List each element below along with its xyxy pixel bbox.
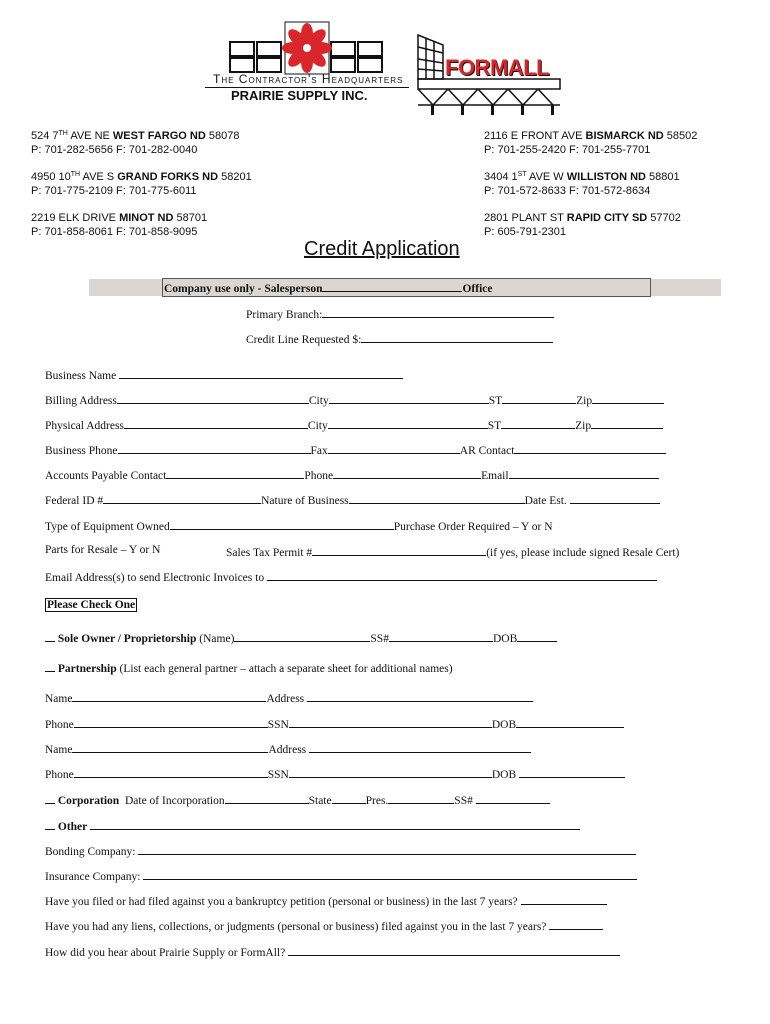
corp-ss-field[interactable]: [476, 792, 550, 804]
company-name: PRAIRIE SUPPLY INC.: [231, 88, 368, 103]
location-minot: 2219 ELK DRIVE MINOT ND 58701 P: 701-858-8061 F: 701-858-9095: [31, 212, 208, 238]
partner1-name-field[interactable]: [72, 690, 266, 702]
partner1-ssn-field[interactable]: [289, 716, 492, 728]
business-name-row: Business Name: [45, 367, 403, 382]
sales-tax-field[interactable]: [312, 544, 486, 556]
salesperson-field[interactable]: [322, 280, 462, 292]
physical-city-field[interactable]: [328, 417, 488, 429]
partner2-name-row: Name Address: [45, 741, 531, 756]
bonding-field[interactable]: [138, 843, 636, 855]
formall-wordmark: FORMALL: [445, 55, 550, 80]
primary-branch-row: Primary Branch:: [246, 306, 554, 321]
business-phone-field[interactable]: [118, 442, 311, 454]
equipment-field[interactable]: [170, 518, 394, 530]
physical-zip-field[interactable]: [591, 417, 663, 429]
liens-field[interactable]: [549, 918, 603, 930]
email-invoices-row: Email Address(s) to send Electronic Invoices to: [45, 569, 657, 584]
location-west-fargo: 524 7TH AVE NE WEST FARGO ND 58078 P: 701-282-5656 F: 701-282-0040: [31, 130, 240, 156]
parts-resale-label: Parts for Resale – Y or N: [45, 544, 161, 556]
billing-address-row: Billing Address City ST Zip: [45, 392, 664, 407]
partner1-address-field[interactable]: [307, 690, 533, 702]
ap-email-field[interactable]: [509, 467, 659, 479]
corporation-row: Corporation Date of Incorporation State Pres. SS#: [45, 792, 550, 807]
partner2-phone-field[interactable]: [74, 766, 268, 778]
ap-contact-field[interactable]: [166, 467, 304, 479]
credit-line-row: Credit Line Requested $:: [246, 331, 553, 346]
partner1-dob-field[interactable]: [516, 716, 624, 728]
billing-address-field[interactable]: [117, 392, 309, 404]
corporation-checkbox[interactable]: [45, 792, 55, 804]
billing-zip-field[interactable]: [592, 392, 664, 404]
insurance-row: Insurance Company:: [45, 868, 637, 883]
insurance-field[interactable]: [143, 868, 637, 880]
partnership-checkbox[interactable]: [45, 660, 55, 672]
hear-about-row: How did you hear about Prairie Supply or FormAll?: [45, 944, 620, 959]
date-est-field[interactable]: [570, 492, 660, 504]
sole-owner-checkbox[interactable]: [45, 630, 55, 642]
sole-owner-dob-field[interactable]: [517, 630, 557, 642]
date-incorp-field[interactable]: [225, 792, 309, 804]
billing-city-field[interactable]: [329, 392, 489, 404]
ap-phone-field[interactable]: [333, 467, 481, 479]
company-use-label: Company use only - Salesperson Office: [164, 280, 492, 295]
billing-st-field[interactable]: [502, 392, 576, 404]
corp-pres-field[interactable]: [388, 792, 454, 804]
page-title: Credit Application: [304, 238, 460, 260]
fax-field[interactable]: [328, 442, 460, 454]
physical-address-field[interactable]: [124, 417, 308, 429]
other-checkbox[interactable]: [45, 818, 55, 830]
bonding-row: Bonding Company:: [45, 843, 636, 858]
sole-owner-row: Sole Owner / Proprietorship (Name) SS# DOB: [45, 630, 557, 645]
other-row: Other: [45, 818, 580, 833]
physical-st-field[interactable]: [501, 417, 575, 429]
partner2-ssn-field[interactable]: [289, 766, 492, 778]
other-field[interactable]: [90, 818, 580, 830]
please-check-one: Please Check One: [47, 599, 136, 611]
location-bismarck: 2116 E FRONT AVE BISMARCK ND 58502 P: 701-255-2420 F: 701-255-7701: [484, 130, 698, 156]
nature-field[interactable]: [349, 492, 525, 504]
sole-owner-name-field[interactable]: [234, 630, 370, 642]
partner2-dob-field[interactable]: [519, 766, 625, 778]
partner1-name-row: Name Address: [45, 690, 533, 705]
hear-about-field[interactable]: [288, 944, 620, 956]
primary-branch-field[interactable]: [322, 306, 554, 318]
location-rapid-city: 2801 PLANT ST RAPID CITY SD 57702 P: 605-791-2301: [484, 212, 681, 238]
corp-state-field[interactable]: [332, 792, 366, 804]
prairie-supply-mark: [205, 20, 415, 80]
equipment-row: Type of Equipment Owned Purchase Order Required – Y or N: [45, 518, 553, 533]
partner1-phone-field[interactable]: [74, 716, 268, 728]
partner2-address-field[interactable]: [309, 741, 531, 753]
location-grand-forks: 4950 10TH AVE S GRAND FORKS ND 58201 P: 701-775-2109 F: 701-775-6011: [31, 171, 252, 197]
physical-address-row: Physical Address City ST Zip: [45, 417, 663, 432]
location-williston: 3404 1ST AVE W WILLISTON ND 58801 P: 701-572-8633 F: 701-572-8634: [484, 171, 680, 197]
formall-logo: [415, 33, 565, 123]
partner2-name-field[interactable]: [72, 741, 268, 753]
ar-contact-field[interactable]: [514, 442, 666, 454]
ap-contact-row: Accounts Payable Contact Phone Email: [45, 467, 659, 482]
business-name-field[interactable]: [119, 367, 403, 379]
business-phone-row: Business Phone Fax AR Contact: [45, 442, 666, 457]
partner2-phone-row: Phone SSN DOB: [45, 766, 625, 781]
federal-id-field[interactable]: [103, 492, 261, 504]
prairie-supply-logo: [205, 20, 415, 110]
bankruptcy-field[interactable]: [521, 893, 607, 905]
federal-id-row: Federal ID # Nature of Business Date Est.: [45, 492, 660, 507]
sales-tax-row: Sales Tax Permit # (if yes, please include signed Resale Cert): [226, 544, 679, 559]
tagline: The Contractor's Headquarters: [213, 72, 404, 86]
credit-line-field[interactable]: [361, 331, 553, 343]
liens-row: Have you had any liens, collections, or judgments (personal or business) filed against you in the last 7 years?: [45, 918, 603, 933]
partnership-row: Partnership (List each general partner – attach a separate sheet for additional names): [45, 660, 453, 675]
sole-owner-ss-field[interactable]: [389, 630, 493, 642]
email-invoices-field[interactable]: [267, 569, 657, 581]
bankruptcy-row: Have you filed or had filed against you a bankruptcy petition (personal or business) in the last 7 years?: [45, 893, 607, 908]
partner1-phone-row: Phone SSN DOB: [45, 716, 624, 731]
